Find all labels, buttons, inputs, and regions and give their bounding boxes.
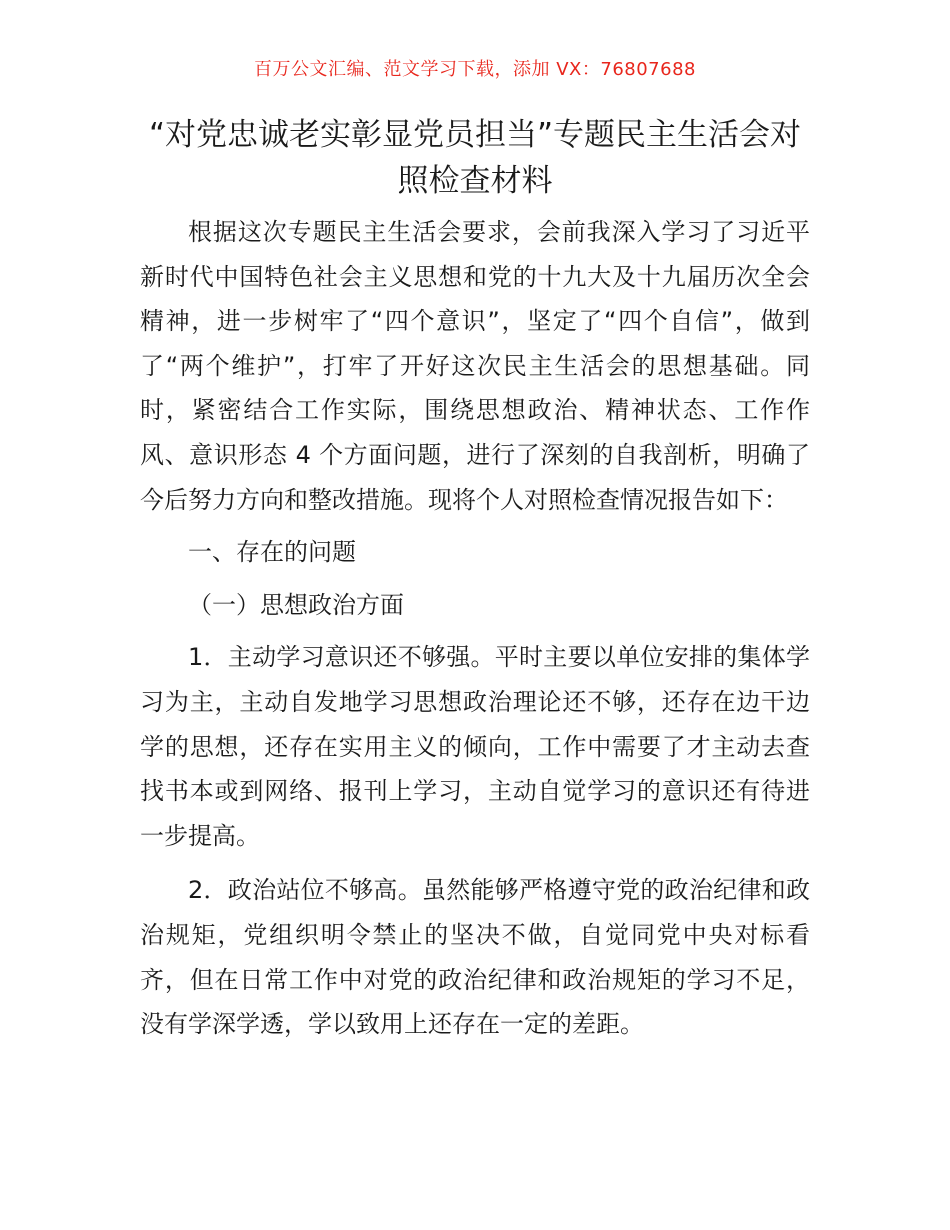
section-heading-problems: 一、存在的问题 [188, 538, 356, 567]
document-body [140, 210, 810, 1047]
subsection-heading-ideology: （一）思想政治方面 [188, 590, 404, 619]
item-paragraph-1: 1．主动学习意识还不够强。平时主要以单位安排的集体学习为主，主动自发地学习思想政治理论还不够，还存在边干边学的思想，还存在实用主义的倾向，工作中需要了才主动去查找书本或到网络、报刊上学习，主动自觉学习的意识还有待进一步提高。 [140, 643, 810, 850]
header-contact-note: 百万公文汇编、范文学习下载，添加 VX：76807688 [254, 59, 696, 80]
item-paragraph-2: 2．政治站位不够高。虽然能够严格遵守党的政治纪律和政治规矩，党组织明令禁止的坚决不做，自觉同党中央对标看齐，但在日常工作中对党的政治纪律和政治规矩的学习不足，没有学深学透，学以致用上还存在一定的差距。 [140, 876, 810, 1039]
intro-paragraph: 根据这次专题民主生活会要求，会前我深入学习了习近平新时代中国特色社会主义思想和党的十九大及十九届历次全会精神，进一步树牢了“四个意识”，坚定了“四个自信”，做到了“两个维护”，打牢了开好这次民主生活会的思想基础。同时，紧密结合工作实际，围绕思想政治、精神状态、工作作风、意识形态 4 个方面问题，进行了深刻的自我剖析，明确了今后努力方向和整改措施。现将个人对照检查情况报告如下： [140, 218, 810, 514]
document-title: “对党忠诚老实彰显党员担当”专题民主生活会对照检查材料 [148, 117, 802, 199]
